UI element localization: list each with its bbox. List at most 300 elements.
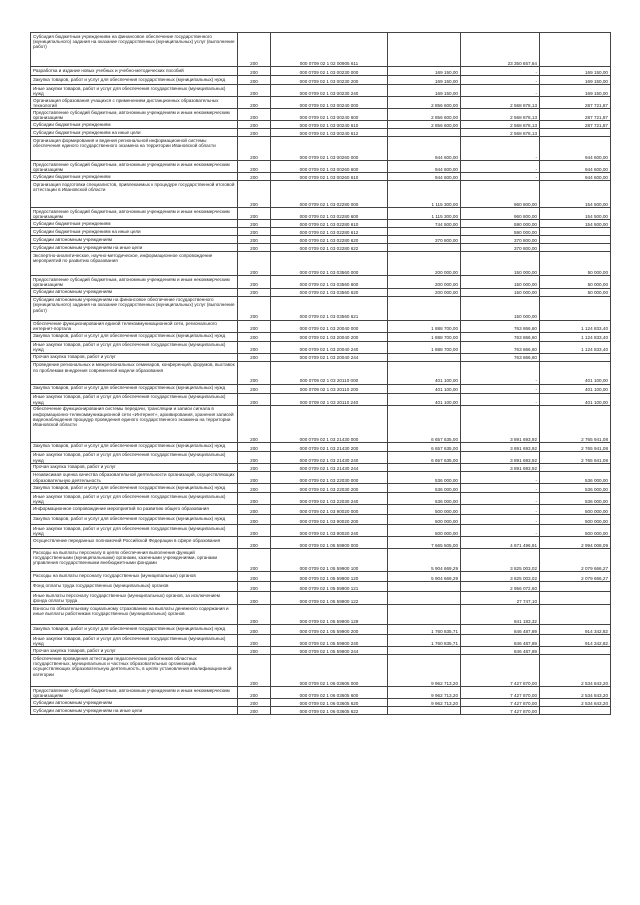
cell-plan: 500 000,00	[388, 525, 461, 537]
cell-name: Прочая закупка товаров, работ и услуг	[31, 647, 238, 655]
cell-fact: 2 568 878,13	[461, 129, 540, 137]
table-row	[31, 276, 611, 288]
cell-fact: 7 427 870,00	[461, 687, 540, 699]
cell-code: 200	[238, 515, 271, 525]
cell-rest: 500 000,00	[540, 515, 611, 525]
cell-plan: 169 150,00	[388, 85, 461, 97]
cell-kbk: 000 0709 02 1 03 22030 240	[271, 493, 388, 505]
cell-name: Проведение региональных и межрегиональных семинаров, конференций, форумов, выставок по проблемам внедрения современной модели образования	[31, 361, 238, 384]
cell-rest: 2 765 941,08	[540, 451, 611, 463]
cell-code: 200	[238, 647, 271, 655]
cell-kbk: 000 0709 02 1 03 00260 000	[271, 137, 388, 161]
cell-plan: 1 115 300,00	[388, 208, 461, 220]
cell-plan: 200 000,00	[388, 288, 461, 296]
cell-kbk: 000 0709 02 1 03 21430 240	[271, 451, 388, 463]
cell-kbk: 000 0709 02 1 03 20110 240	[271, 393, 388, 405]
cell-fact: -	[461, 85, 540, 97]
cell-fact: -	[461, 515, 540, 525]
cell-rest: 2 534 843,20	[540, 699, 611, 707]
cell-fact: 150 000,00	[461, 276, 540, 288]
cell-plan	[388, 353, 461, 361]
cell-kbk: 000 0709 02 1 03 21430 244	[271, 463, 388, 471]
cell-code: 200	[238, 699, 271, 707]
cell-code: 200	[238, 493, 271, 505]
cell-plan	[388, 244, 461, 252]
cell-name: Субсидии автономным учреждениям на иные цели	[31, 707, 238, 715]
cell-kbk: 000 0709 02 1 03 20110 200	[271, 384, 388, 393]
cell-plan: 1 760 835,71	[388, 625, 461, 635]
cell-name: Закупка товаров, работ и услуг для обеспечения государственных (муниципальных) нужд	[31, 625, 238, 635]
cell-name: Субсидии автономным учреждениям	[31, 236, 238, 244]
table-row	[31, 463, 611, 471]
cell-plan: 9 962 713,20	[388, 699, 461, 707]
cell-code: 200	[238, 361, 271, 384]
cell-plan: 944 600,00	[388, 161, 461, 173]
cell-fact: -	[461, 137, 540, 161]
table-row	[31, 33, 611, 67]
cell-plan: 370 800,00	[388, 236, 461, 244]
cell-kbk: 000 0709 02 1 03 21430 200	[271, 442, 388, 451]
table-row	[31, 228, 611, 236]
cell-fact: 23 350 657,64	[461, 33, 540, 67]
table-body	[31, 33, 611, 715]
cell-fact: 2 568 878,13	[461, 97, 540, 109]
cell-code: 200	[238, 129, 271, 137]
table-row	[31, 109, 611, 121]
cell-kbk: 000 0709 02 1 03 03560 621	[271, 296, 388, 320]
cell-name: Прочая закупка товаров, работ и услуг	[31, 353, 238, 361]
cell-fact: -	[461, 505, 540, 515]
cell-fact: 590 000,00	[461, 228, 540, 236]
cell-fact: 3 891 693,92	[461, 442, 540, 451]
cell-plan: 200 000,00	[388, 252, 461, 276]
table-row	[31, 208, 611, 220]
cell-code: 200	[238, 76, 271, 85]
cell-name: Обеспечение проведения аттестации педагогических работников областных государственных, муниципальных и частных образовательных организаций, осуществляющих образовательную деятельность, в целях установления квалификационной категории	[31, 655, 238, 687]
cell-kbk: 000 0709 02 1 03 00230 000	[271, 67, 388, 76]
cell-plan: 6 657 635,00	[388, 442, 461, 451]
cell-rest: 1 124 833,40	[540, 332, 611, 341]
cell-kbk: 000 0709 02 1 03 21430 000	[271, 405, 388, 442]
cell-name: Иные закупки товаров, работ и услуг для обеспечения государственных (муниципальных) нужд	[31, 341, 238, 353]
table-row	[31, 625, 611, 635]
cell-rest	[540, 647, 611, 655]
cell-fact: -	[461, 471, 540, 483]
cell-kbk: 000 0709 02 1 03 00230 240	[271, 85, 388, 97]
cell-name: Осуществление переданных полномочий Российской Федерации в сфере образования	[31, 537, 238, 549]
cell-kbk: 000 0709 02 1 03 90020 240	[271, 525, 388, 537]
cell-name: Независимая оценка качества образовательной деятельности организаций, осуществляющих образовательную деятельность	[31, 471, 238, 483]
cell-code: 200	[238, 244, 271, 252]
cell-rest	[540, 605, 611, 625]
cell-name: Закупка товаров, работ и услуг для обеспечения государственных (муниципальных) нужд	[31, 76, 238, 85]
cell-rest: 154 500,00	[540, 220, 611, 228]
cell-name: Иные выплаты персоналу государственных (муниципальных) органов, за исключением фонда оплаты труда	[31, 592, 238, 605]
cell-name: Закупка товаров, работ и услуг для обеспечения государственных (муниципальных) нужд	[31, 384, 238, 393]
cell-kbk: 000 0709 02 1 03 03560 000	[271, 252, 388, 276]
cell-code: 200	[238, 525, 271, 537]
cell-plan	[388, 582, 461, 592]
cell-name: Предоставление субсидий бюджетным, автономным учреждениям и иным некоммерческим организациям	[31, 161, 238, 173]
cell-plan: 536 000,00	[388, 493, 461, 505]
cell-kbk: 000 0709 02 1 03 00260 610	[271, 173, 388, 181]
cell-plan	[388, 463, 461, 471]
cell-kbk: 000 0709 02 1 05 59900 122	[271, 592, 388, 605]
cell-plan: 1 115 300,00	[388, 181, 461, 208]
cell-name: Расходы на выплаты персоналу в целях обеспечения выполнения функций государственными (муниципальными) органами, казенными учреждениями, органами управления государственными внебюджетными фондами	[31, 549, 238, 572]
cell-plan: 1 888 700,00	[388, 320, 461, 332]
cell-fact: -	[461, 493, 540, 505]
table-row	[31, 471, 611, 483]
cell-code: 200	[238, 121, 271, 129]
cell-kbk: 000 0709 02 1 05 59900 121	[271, 582, 388, 592]
cell-fact: 590 000,00	[461, 220, 540, 228]
cell-rest	[540, 236, 611, 244]
cell-code: 200	[238, 505, 271, 515]
cell-name: Предоставление субсидий бюджетным, автономным учреждениям и иным некоммерческим организациям	[31, 109, 238, 121]
cell-name: Закупка товаров, работ и услуг для обеспечения государственных (муниципальных) нужд	[31, 442, 238, 451]
cell-rest: 287 721,87	[540, 121, 611, 129]
cell-name: Субсидии автономным учреждениям	[31, 699, 238, 707]
cell-rest: 50 000,00	[540, 288, 611, 296]
cell-kbk: 000 0709 02 1 06 03605 622	[271, 707, 388, 715]
table-row	[31, 236, 611, 244]
cell-rest: 50 000,00	[540, 276, 611, 288]
cell-fact: -	[461, 161, 540, 173]
cell-kbk: 000 0709 02 1 03 20040 244	[271, 353, 388, 361]
cell-plan: 401 100,00	[388, 384, 461, 393]
table-row	[31, 484, 611, 493]
cell-code: 200	[238, 341, 271, 353]
cell-rest	[540, 296, 611, 320]
cell-fact: -	[461, 67, 540, 76]
cell-kbk: 000 0709 02 1 03 00240 000	[271, 97, 388, 109]
cell-kbk: 000 0709 02 1 03 02280 622	[271, 244, 388, 252]
cell-code: 200	[238, 655, 271, 687]
table-row	[31, 161, 611, 173]
cell-fact: 3 891 693,92	[461, 463, 540, 471]
cell-code: 200	[238, 109, 271, 121]
cell-plan: 500 000,00	[388, 505, 461, 515]
cell-plan: 401 100,00	[388, 393, 461, 405]
cell-code: 200	[238, 463, 271, 471]
cell-kbk: 000 0709 02 1 03 20040 240	[271, 341, 388, 353]
cell-code: 200	[238, 582, 271, 592]
cell-code: 200	[238, 173, 271, 181]
table-row	[31, 699, 611, 707]
cell-rest: 536 000,00	[540, 471, 611, 483]
cell-code: 200	[238, 137, 271, 161]
cell-code: 200	[238, 537, 271, 549]
cell-plan: 2 856 600,00	[388, 121, 461, 129]
cell-plan: 169 150,00	[388, 76, 461, 85]
cell-name: Субсидии бюджетным учреждениям	[31, 220, 238, 228]
cell-kbk: 000 0709 02 1 03 00240 610	[271, 121, 388, 129]
cell-plan: 1 888 700,00	[388, 341, 461, 353]
cell-code: 200	[238, 549, 271, 572]
cell-code: 200	[238, 85, 271, 97]
cell-name: Предоставление субсидий бюджетным, автономным учреждениям и иным некоммерческим организациям	[31, 276, 238, 288]
cell-kbk: 000 0709 02 1 03 20040 000	[271, 320, 388, 332]
cell-plan: 744 500,00	[388, 220, 461, 228]
cell-kbk: 000 0709 02 1 05 59900 129	[271, 605, 388, 625]
cell-code: 200	[238, 592, 271, 605]
cell-fact: 150 000,00	[461, 252, 540, 276]
cell-kbk: 000 0709 02 1 03 02280 000	[271, 181, 388, 208]
cell-rest: 287 721,87	[540, 97, 611, 109]
cell-fact: -	[461, 393, 540, 405]
cell-name: Обеспечение функционирования системы передачи, трансляции и записи сигнала в информационно-телекоммуникационной сети «Интернет», архивирования, хранения записей видеонаблюдения процедур проведения единого государственного экзамена на территории Ивановской области	[31, 405, 238, 442]
table-row	[31, 537, 611, 549]
table-row	[31, 320, 611, 332]
cell-rest: 2 765 941,08	[540, 442, 611, 451]
table-row	[31, 353, 611, 361]
cell-rest: 914 342,82	[540, 625, 611, 635]
cell-fact: -	[461, 173, 540, 181]
cell-name: Закупка товаров, работ и услуг для обеспечения государственных (муниципальных) нужд	[31, 484, 238, 493]
cell-plan	[388, 647, 461, 655]
cell-rest: 1 124 833,40	[540, 341, 611, 353]
table-row	[31, 493, 611, 505]
report-page	[30, 32, 610, 715]
cell-code: 200	[238, 181, 271, 208]
table-row	[31, 97, 611, 109]
cell-name: Предоставление субсидий бюджетным, автономным учреждениям и иным некоммерческим организациям	[31, 687, 238, 699]
cell-rest: 2 765 941,08	[540, 405, 611, 442]
cell-name: Закупка товаров, работ и услуг для обеспечения государственных (муниципальных) нужд	[31, 515, 238, 525]
cell-rest: 2 994 008,09	[540, 537, 611, 549]
table-row	[31, 384, 611, 393]
cell-fact: 150 000,00	[461, 288, 540, 296]
table-row	[31, 582, 611, 592]
cell-rest: 401 100,00	[540, 393, 611, 405]
cell-rest	[540, 228, 611, 236]
cell-name: Субсидии бюджетным учреждениям	[31, 121, 238, 129]
cell-name: Субсидии бюджетным учреждениям	[31, 173, 238, 181]
cell-code: 200	[238, 228, 271, 236]
cell-kbk: 000 0709 02 1 05 59900 200	[271, 625, 388, 635]
cell-fact: 2 568 878,13	[461, 109, 540, 121]
table-row	[31, 181, 611, 208]
cell-kbk: 000 0709 02 1 03 03560 600	[271, 276, 388, 288]
cell-code: 200	[238, 236, 271, 244]
cell-code: 200	[238, 707, 271, 715]
cell-code: 200	[238, 67, 271, 76]
cell-name: Организация формирования и ведения региональной информационной системы обеспечения единого государственного экзамена на территории Ивановской области	[31, 137, 238, 161]
cell-rest: 169 150,00	[540, 85, 611, 97]
cell-code: 200	[238, 471, 271, 483]
cell-rest	[540, 463, 611, 471]
cell-kbk: 000 0709 02 1 05 59900 000	[271, 537, 388, 549]
cell-fact: 7 427 870,00	[461, 655, 540, 687]
cell-rest: 287 721,87	[540, 109, 611, 121]
cell-code: 200	[238, 252, 271, 276]
cell-code: 200	[238, 97, 271, 109]
cell-kbk: 000 0709 02 1 06 03605 620	[271, 699, 388, 707]
table-row	[31, 647, 611, 655]
cell-name: Субсидии автономным учреждениям на иные цели	[31, 244, 238, 252]
cell-name: Субсидии автономным учреждениям	[31, 288, 238, 296]
cell-kbk: 000 0709 02 1 05 59900 240	[271, 635, 388, 647]
cell-code: 200	[238, 635, 271, 647]
cell-name: Закупка товаров, работ и услуг для обеспечения государственных (муниципальных) нужд	[31, 332, 238, 341]
table-row	[31, 244, 611, 252]
cell-name: Расходы на выплаты персоналу государственных (муниципальных) органов	[31, 572, 238, 582]
cell-code: 200	[238, 687, 271, 699]
cell-code: 200	[238, 332, 271, 341]
cell-fact: 841 183,32	[461, 605, 540, 625]
cell-kbk: 000 0709 02 1 03 00260 600	[271, 161, 388, 173]
cell-rest: 536 000,00	[540, 493, 611, 505]
table-row	[31, 525, 611, 537]
cell-rest: 944 600,00	[540, 173, 611, 181]
table-row	[31, 707, 611, 715]
cell-code: 200	[238, 605, 271, 625]
cell-plan	[388, 296, 461, 320]
cell-plan: 6 657 635,00	[388, 405, 461, 442]
cell-fact: 960 800,00	[461, 208, 540, 220]
cell-plan: 944 600,00	[388, 173, 461, 181]
cell-kbk: 000 0709 02 1 03 20110 000	[271, 361, 388, 384]
table-row	[31, 505, 611, 515]
table-row	[31, 393, 611, 405]
cell-rest: 169 150,00	[540, 76, 611, 85]
cell-kbk: 000 0709 02 1 03 22030 000	[271, 471, 388, 483]
table-row	[31, 361, 611, 384]
cell-fact: 846 487,89	[461, 647, 540, 655]
table-row	[31, 442, 611, 451]
table-row	[31, 288, 611, 296]
cell-name: Фонд оплаты труда государственных (муниципальных) органов	[31, 582, 238, 592]
cell-plan	[388, 33, 461, 67]
cell-kbk: 000 0709 02 1 03 00240 612	[271, 129, 388, 137]
cell-fact: 763 866,60	[461, 341, 540, 353]
cell-code: 200	[238, 320, 271, 332]
cell-rest: 500 000,00	[540, 505, 611, 515]
table-row	[31, 451, 611, 463]
cell-name: Иные закупки товаров, работ и услуг для обеспечения государственных (муниципальных) нужд	[31, 493, 238, 505]
cell-fact: 370 800,00	[461, 236, 540, 244]
table-row	[31, 121, 611, 129]
cell-rest	[540, 129, 611, 137]
cell-rest: 500 000,00	[540, 525, 611, 537]
table-row	[31, 332, 611, 341]
cell-plan: 2 856 600,00	[388, 109, 461, 121]
cell-plan: 2 856 600,00	[388, 97, 461, 109]
cell-code: 200	[238, 208, 271, 220]
cell-fact: 3 825 003,02	[461, 549, 540, 572]
table-row	[31, 592, 611, 605]
cell-fact: 27 747,10	[461, 592, 540, 605]
cell-plan: 5 904 669,29	[388, 572, 461, 582]
cell-rest	[540, 582, 611, 592]
cell-kbk: 000 0709 02 1 03 22030 200	[271, 484, 388, 493]
cell-fact: 7 427 870,00	[461, 699, 540, 707]
table-row	[31, 67, 611, 76]
cell-code: 200	[238, 484, 271, 493]
cell-rest	[540, 353, 611, 361]
table-row	[31, 635, 611, 647]
table-row	[31, 76, 611, 85]
cell-fact: 370 800,00	[461, 244, 540, 252]
cell-name: Иные закупки товаров, работ и услуг для обеспечения государственных (муниципальных) нужд	[31, 393, 238, 405]
cell-code: 200	[238, 33, 271, 67]
table-row	[31, 252, 611, 276]
table-row	[31, 605, 611, 625]
cell-kbk: 000 0709 02 1 05 59900 244	[271, 647, 388, 655]
cell-name: Прочая закупка товаров, работ и услуг	[31, 463, 238, 471]
cell-kbk: 000 0709 02 1 02 00905 611	[271, 33, 388, 67]
cell-plan	[388, 605, 461, 625]
cell-name: Обеспечение функционирования единой телекоммуникационной сети, регионального интернет-портала	[31, 320, 238, 332]
cell-code: 200	[238, 161, 271, 173]
cell-fact: 150 000,00	[461, 296, 540, 320]
cell-fact: -	[461, 484, 540, 493]
cell-name: Иные закупки товаров, работ и услуг для обеспечения государственных (муниципальных) нужд	[31, 635, 238, 647]
cell-name: Субсидии бюджетным учреждениям на иные цели	[31, 228, 238, 236]
table-row	[31, 572, 611, 582]
cell-fact: 846 487,89	[461, 625, 540, 635]
cell-kbk: 000 0709 02 1 03 03560 620	[271, 288, 388, 296]
cell-kbk: 000 0709 02 1 03 90020 000	[271, 505, 388, 515]
cell-code: 200	[238, 353, 271, 361]
cell-fact: 3 891 693,92	[461, 405, 540, 442]
table-row	[31, 655, 611, 687]
cell-kbk: 000 0709 02 1 03 02280 600	[271, 208, 388, 220]
table-row	[31, 220, 611, 228]
cell-rest	[540, 707, 611, 715]
cell-name: Информационное сопровождение мероприятий по развитию общего образования	[31, 505, 238, 515]
cell-rest	[540, 33, 611, 67]
cell-code: 200	[238, 220, 271, 228]
cell-kbk: 000 0709 02 1 03 02280 610	[271, 220, 388, 228]
cell-code: 200	[238, 288, 271, 296]
cell-rest: 169 150,00	[540, 67, 611, 76]
cell-kbk: 000 0709 02 1 03 02280 620	[271, 236, 388, 244]
cell-fact: 2 568 878,13	[461, 121, 540, 129]
cell-rest: 944 600,00	[540, 161, 611, 173]
cell-name: Иные закупки товаров, работ и услуг для обеспечения государственных (муниципальных) нужд	[31, 525, 238, 537]
cell-name: Экспертно-аналитическое, научно-методическое, информационное сопровождение мероприятий по развитию образования	[31, 252, 238, 276]
cell-code: 200	[238, 393, 271, 405]
cell-plan: 536 000,00	[388, 471, 461, 483]
cell-plan: 200 000,00	[388, 276, 461, 288]
cell-plan: 6 657 635,00	[388, 451, 461, 463]
cell-code: 200	[238, 451, 271, 463]
table-row	[31, 405, 611, 442]
cell-plan: 536 000,00	[388, 484, 461, 493]
table-row	[31, 129, 611, 137]
table-row	[31, 137, 611, 161]
cell-kbk: 000 0709 02 1 05 59900 120	[271, 572, 388, 582]
cell-rest: 401 100,00	[540, 361, 611, 384]
cell-fact: 960 800,00	[461, 181, 540, 208]
cell-fact: -	[461, 361, 540, 384]
cell-code: 200	[238, 276, 271, 288]
cell-name: Организация образования учащихся с применением дистанционных образовательных технологий	[31, 97, 238, 109]
cell-plan: 1 888 700,00	[388, 332, 461, 341]
cell-name: Разработка и издание новых учебных и учебно-методических пособий	[31, 67, 238, 76]
cell-plan: 9 962 713,20	[388, 687, 461, 699]
cell-fact: -	[461, 76, 540, 85]
cell-rest: 2 534 843,20	[540, 655, 611, 687]
cell-rest: 914 342,82	[540, 635, 611, 647]
cell-name: Предоставление субсидий бюджетным, автономным учреждениям и иным некоммерческим организациям	[31, 208, 238, 220]
cell-plan: 401 100,00	[388, 361, 461, 384]
table-row	[31, 549, 611, 572]
cell-rest: 2 079 666,27	[540, 549, 611, 572]
cell-kbk: 000 0709 02 1 03 20040 200	[271, 332, 388, 341]
